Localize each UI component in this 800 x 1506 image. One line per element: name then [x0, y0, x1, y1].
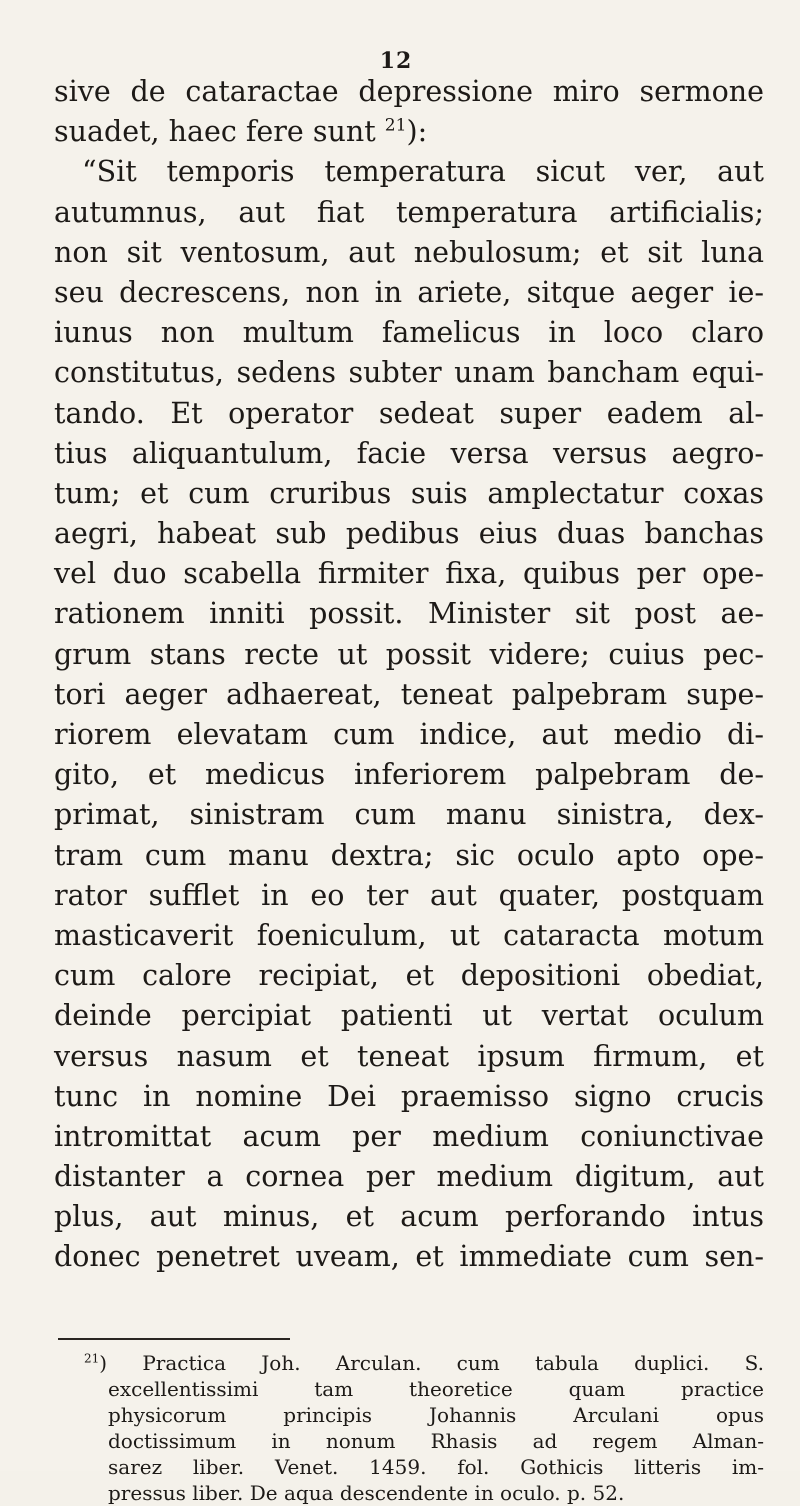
- footnote-line-1-text: ) Practica Joh. Arculan. cum tabula duplici. S.: [99, 1351, 764, 1375]
- text-line-20: tram cum manu dextra; sic oculo apto ope-: [54, 838, 764, 872]
- text-line-7: iunus non multum famelicus in loco claro: [54, 316, 764, 350]
- text-line-11: tum; et cum cruribus suis amplectatur coxas: [54, 476, 764, 510]
- text-line-6: seu decrescens, non in ariete, sitque aeger ie-: [54, 275, 764, 309]
- text-line-24: deinde percipiat patienti ut vertat oculum: [54, 999, 764, 1033]
- text-line-13: vel duo scabella firmiter fixa, quibus per ope-: [54, 557, 764, 591]
- text-line-4: autumnus, aut fiat temperatura artificialis;: [54, 195, 764, 229]
- footnote-reference-suffix: ):: [406, 115, 428, 149]
- footnote-line-2: excellentissimi tam theoretice quam practice: [108, 1377, 764, 1401]
- text-line-30: donec penetret uveam, et immediate cum sen-: [54, 1240, 764, 1274]
- text-line-9: tando. Et operator sedeat super eadem al-: [54, 396, 764, 430]
- text-line-1: sive de cataractae depressione miro sermone: [54, 75, 764, 108]
- footnote-line-1: [84, 1350, 764, 1376]
- footnote: [84, 1350, 764, 1506]
- main-text: [54, 72, 764, 1278]
- text-line-17: riorem elevatam cum indice, aut medio di-: [54, 718, 764, 751]
- footnote-line-6: pressus liber. De aqua descendente in oculo. p. 52.: [108, 1481, 625, 1505]
- text-line-15: grum stans recte ut possit videre; cuius pec-: [54, 637, 764, 671]
- text-line-25: versus nasum et teneat ipsum firmum, et: [54, 1039, 764, 1073]
- text-line-29: plus, aut minus, et acum perforando intus: [54, 1200, 764, 1234]
- text-line-16: tori aeger adhaereat, teneat palpebram supe-: [54, 677, 764, 711]
- text-line-26: tunc in nomine Dei praemisso signo crucis: [54, 1079, 764, 1113]
- text-line-5: non sit ventosum, aut nebulosum; et sit luna: [54, 235, 764, 269]
- text-line-10: tius aliquantulum, facie versa versus aegro-: [54, 436, 764, 470]
- footnote-divider: [58, 1338, 290, 1340]
- text-line-12: aegri, habeat sub pedibus eius duas banchas: [54, 517, 764, 551]
- text-line-2: [54, 112, 764, 152]
- text-line-14: rationem inniti possit. Minister sit post ae-: [54, 597, 764, 631]
- text-line-19: primat, sinistram cum manu sinistra, dex-: [54, 798, 764, 832]
- text-line-18: gito, et medicus inferiorem palpebram de-: [54, 758, 764, 792]
- footnote-marker: 21: [84, 1351, 100, 1366]
- text-line-23: cum calore recipiat, et depositioni obediat,: [54, 959, 764, 993]
- page-number: 12: [379, 48, 413, 74]
- footnote-line-3: physicorum principis Johannis Arculani opus: [108, 1403, 764, 1427]
- text-line-22: masticaverit foeniculum, ut cataracta motum: [54, 918, 764, 952]
- text-line-3: “Sit temporis temperatura sicut ver, aut: [82, 155, 764, 189]
- text-line-21: rator sufflet in eo ter aut quater, postquam: [54, 878, 764, 912]
- text-line-27: intromittat acum per medium coniunctivae: [54, 1119, 764, 1153]
- text-line-28: distanter a cornea per medium digitum, aut: [54, 1160, 764, 1194]
- footnote-line-5: sarez liber. Venet. 1459. fol. Gothicis litteris im-: [108, 1455, 764, 1479]
- footnote-line-4: doctissimum in nonum Rhasis ad regem Alman-: [108, 1429, 764, 1453]
- text-line-2-main: suadet, haec fere sunt: [54, 115, 376, 149]
- text-line-8: constitutus, sedens subter unam bancham equi-: [54, 356, 764, 390]
- footnote-reference: 21: [384, 115, 407, 136]
